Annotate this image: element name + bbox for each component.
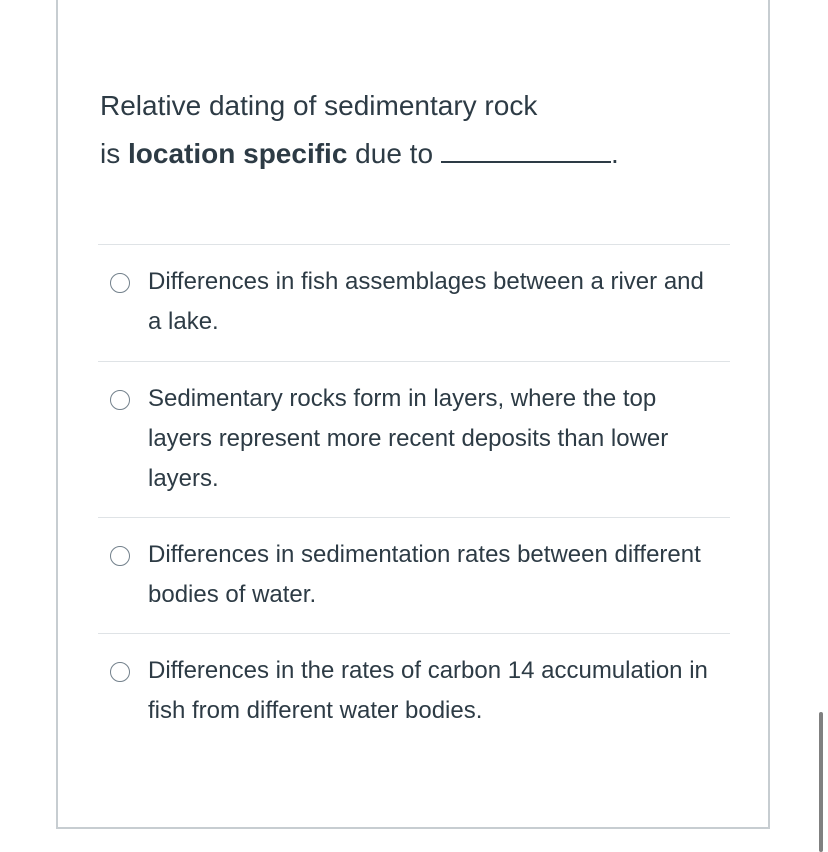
answer-option-2[interactable] [98,361,730,517]
question-text [100,82,700,178]
question-suffix: due to [347,138,434,169]
answer-label: Differences in sedimentation rates between different bodies of water. [148,541,701,608]
answer-label: Sedimentary rocks form in layers, where the top layers represent more recent deposits than lower layers. [148,385,669,492]
radio-button[interactable] [110,273,130,293]
question-emphasis: location specific [128,138,348,169]
answer-blank [441,135,611,163]
question-line-1: Relative dating of sedimentary rock [100,90,538,121]
answer-label: Differences in the rates of carbon 14 accumulation in fish from different water bodies. [148,657,708,724]
question-prefix: is [100,138,128,169]
question-card [56,0,770,829]
question-end: . [611,138,619,169]
radio-button[interactable] [110,390,130,410]
answer-option-3[interactable] [98,517,730,633]
answer-list [98,244,730,789]
answer-label: Differences in fish assemblages between a river and a lake. [148,268,704,335]
radio-button[interactable] [110,546,130,566]
answer-option-1[interactable] [98,244,730,361]
scrollbar[interactable] [819,712,823,852]
question-line-2 [100,130,700,178]
answer-option-4[interactable] [98,633,730,789]
radio-button[interactable] [110,662,130,682]
